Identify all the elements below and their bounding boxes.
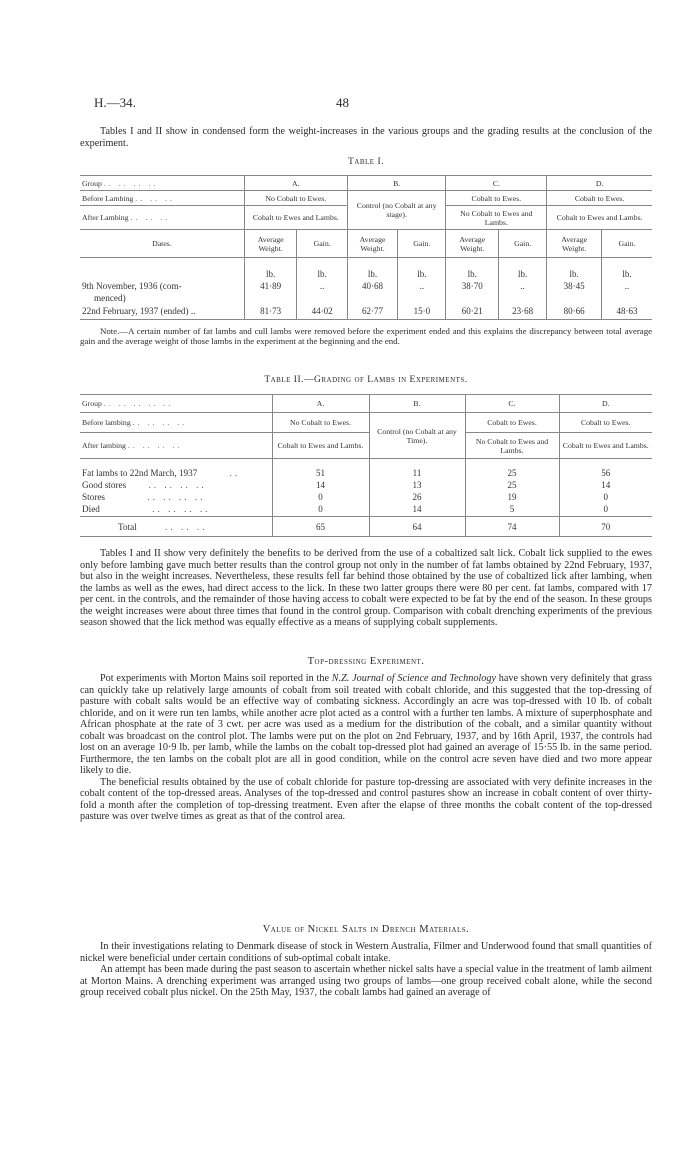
table1-b-gain-head: Gain. xyxy=(398,230,446,258)
table-cell: 5 xyxy=(465,503,559,517)
nickel-paragraph-1: In their investigations relating to Denmark disease of stock in Western Australia, Filmer and Underwood found that small quantities of nickel were beneficial under certain conditions of sub-optimal cobalt intake. xyxy=(80,941,652,964)
table-row xyxy=(80,304,652,320)
table2-c-before: Cobalt to Ewes. xyxy=(465,413,559,433)
table-cell: 40·68 xyxy=(347,280,397,292)
table1-group-c: C. xyxy=(446,176,547,191)
table2-a-before: No Cobalt to Ewes. xyxy=(272,413,369,433)
table-cell: 38·45 xyxy=(547,280,602,292)
results-text: Tables I and II show very definitely the benefits to be derived from the use of a cobaltized salt lick. Cobalt lick supplied to the ewes only before lambing gave much better results than the control group not only in the number of fat lambs obtained by 22nd February, 1937, but also in the weight increases. Nevertheless, these results fell far behind those obtained by the use of cobaltized lick after lambing, when the lambs as well as the ewes, had direct access to the lick. In these two latter groups there were 80 per cent. fat lambs, compared with 17 per cent. in the controls, and the remainder of those having access to cobalt were expected to be fat by the end of the season. In these groups the weight increases were about three times that found in the control group. Comparison with cobalt drenching experiments of the previous season showed that the lick method was equally effective as a means of supplying cobalt supplements. xyxy=(80,548,652,628)
table-cell: .. xyxy=(499,280,547,292)
table-cell: 60·21 xyxy=(446,304,499,320)
table2-row-after xyxy=(80,433,652,459)
section-heading-nickel: Value of Nickel Salts in Drench Materials. xyxy=(262,924,470,935)
nickel-section xyxy=(80,941,652,999)
table1-unit: lb. xyxy=(347,258,397,280)
table1-b-merged: Control (no Cobalt at any stage). xyxy=(347,191,446,230)
table2-c-after: No Cobalt to Ewes and Lambs. xyxy=(465,433,559,459)
table-row xyxy=(80,292,652,304)
table-cell: 64 xyxy=(369,517,465,537)
table1-row-colheads xyxy=(80,230,652,258)
intro-paragraph xyxy=(80,126,652,149)
table1-row-before xyxy=(80,191,652,206)
table2-row-before xyxy=(80,413,652,433)
table1-group-b: B. xyxy=(347,176,446,191)
table1-d-gain-head: Gain. xyxy=(602,230,652,258)
table1-row-units xyxy=(80,258,652,280)
table2-a-after: Cobalt to Ewes and Lambs. xyxy=(272,433,369,459)
table1-caption: Table I. xyxy=(348,157,384,167)
table-cell: 70 xyxy=(559,517,652,537)
table1-unit: lb. xyxy=(446,258,499,280)
table-2 xyxy=(80,394,652,537)
table-cell: .. xyxy=(297,280,347,292)
table1-d-after: Cobalt to Ewes and Lambs. xyxy=(547,206,652,230)
table-cell: 62·77 xyxy=(347,304,397,320)
table-cell: 26 xyxy=(369,491,465,503)
table2-row-label: Died .. .. .. .. xyxy=(82,503,211,514)
table1-d-avg-head: Average Weight. xyxy=(547,230,602,258)
table1-a-avg-head: Average Weight. xyxy=(244,230,297,258)
table2-total-label: Total .. .. .. xyxy=(118,521,208,532)
page-number: 48 xyxy=(336,95,349,110)
table-cell: 0 xyxy=(272,491,369,503)
table1-unit: lb. xyxy=(398,258,446,280)
table1-a-after: Cobalt to Ewes and Lambs. xyxy=(244,206,347,230)
table2-group-b: B. xyxy=(369,395,465,413)
table1-group-a: A. xyxy=(244,176,347,191)
intro-text: Tables I and II show in condensed form the weight-increases in the various groups and the grading results at the conclusion of the experiment. xyxy=(80,126,652,149)
table1-c-before: Cobalt to Ewes. xyxy=(446,191,547,206)
table-cell: 14 xyxy=(559,479,652,491)
table-cell: 44·02 xyxy=(297,304,347,320)
table-cell: 51 xyxy=(272,459,369,479)
table1-date-cont: menced) xyxy=(94,292,126,303)
table-cell: 14 xyxy=(272,479,369,491)
document-reference: H.—34. xyxy=(94,95,136,110)
top-dressing-paragraph-1: Pot experiments with Morton Mains soil reported in the N.Z. Journal of Science and Technology have shown very definitely that grass can quickly take up relatively large amounts of cobalt from soil treated with cobalt chloride, and this suggested that the top-dressing of pasture with cobalt salts would be an effective way of combating sickness. Accordingly an acre was top-dressed with 10 lb. of cobalt chloride, and on it were run ten lambs, while another acre plot acted as a control with a further ten lambs. A mixture of superphosphate and African phosphate at the rate of 3 cwt. per acre was used as a medium for the distribution of the cobalt, and a similar quantity without cobalt was broadcast on the control plot. The lambs were put on the plot on 2nd February, 1937, and by 16th April, 1937, the controls had lost on an average 10·9 lb. per lamb, while the lambs on the cobalt top-dressed plot had gained an average of 15·55 lb. in the same period. Furthermore, the ten lambs on the cobalt plot are all in good condition, while on the control acre seven have died and two more appear likely to die. xyxy=(80,673,652,776)
results-paragraph xyxy=(80,548,652,629)
table-row xyxy=(80,459,652,479)
note-text: Note.—A certain number of fat lambs and cull lambs were removed before the experiment ended and this explains the discrepancy between total average gain and the average weight of those lambs in the experiment at the beginning and the end. xyxy=(80,326,652,346)
table-cell: 0 xyxy=(559,503,652,517)
table1-row-group xyxy=(80,176,652,191)
table2-b-merged: Control (no Cobalt at any Time). xyxy=(369,413,465,459)
table2-group-d: D. xyxy=(559,395,652,413)
table2-row-group xyxy=(80,395,652,413)
table1-c-avg-head: Average Weight. xyxy=(446,230,499,258)
table-cell: 15·0 xyxy=(398,304,446,320)
table1-unit: lb. xyxy=(602,258,652,280)
table2-total-row xyxy=(80,517,652,537)
table-cell: .. xyxy=(602,280,652,292)
table-cell: 74 xyxy=(465,517,559,537)
table-cell: .. xyxy=(398,280,446,292)
table1-unit: lb. xyxy=(297,258,347,280)
table1-a-before: No Cobalt to Ewes. xyxy=(244,191,347,206)
table-cell: 25 xyxy=(465,459,559,479)
table1-b-avg-head: Average Weight. xyxy=(347,230,397,258)
table1-label-after: After Lambing .. .. .. xyxy=(82,213,171,222)
table2-d-after: Cobalt to Ewes and Lambs. xyxy=(559,433,652,459)
table1-c-after: No Cobalt to Ewes and Lambs. xyxy=(446,206,547,230)
table-cell: 48·63 xyxy=(602,304,652,320)
table1-a-gain-head: Gain. xyxy=(297,230,347,258)
top-dressing-section xyxy=(80,673,652,823)
table-row xyxy=(80,503,652,517)
table-cell: 41·89 xyxy=(244,280,297,292)
table-row xyxy=(80,280,652,292)
table2-caption: Table II.—Grading of Lambs in Experiments. xyxy=(264,375,468,385)
table1-date: 9th November, 1936 (com- xyxy=(82,280,182,291)
table2-row-label: Fat lambs to 22nd March, 1937 .. xyxy=(82,467,241,478)
journal-title: N.Z. Journal of Science and Technology xyxy=(331,673,496,684)
section-heading-top-dressing: Top-dressing Experiment. xyxy=(307,656,425,667)
table-cell: 13 xyxy=(369,479,465,491)
nickel-paragraph-2: An attempt has been made during the past season to ascertain whether nickel salts have a special value in the treatment of lamb ailment at Morton Mains. A drenching experiment was arranged using two groups of lambs—one group received cobalt alone, while the second group received cobalt plus nickel. On the 25th May, 1937, the cobalt lambs had gained an average of xyxy=(80,964,652,998)
table-cell: 56 xyxy=(559,459,652,479)
table-1 xyxy=(80,175,652,320)
table2-row-label: Stores .. .. .. .. xyxy=(82,491,206,502)
table1-label-before: Before Lambing .. .. .. xyxy=(82,193,175,203)
table-cell: 23·68 xyxy=(499,304,547,320)
table2-row-label: Good stores .. .. .. .. xyxy=(82,479,207,490)
table1-note xyxy=(80,326,652,346)
table1-date: 22nd February, 1937 (ended) .. xyxy=(82,306,196,317)
table2-group-c: C. xyxy=(465,395,559,413)
table-row xyxy=(80,479,652,491)
table-cell: 65 xyxy=(272,517,369,537)
table-row xyxy=(80,491,652,503)
table-cell: 0 xyxy=(272,503,369,517)
table-cell: 25 xyxy=(465,479,559,491)
table-cell: 11 xyxy=(369,459,465,479)
table1-label-dates: Dates. xyxy=(152,239,172,248)
table1-unit: lb. xyxy=(547,258,602,280)
table2-group-a: A. xyxy=(272,395,369,413)
table-cell: 38·70 xyxy=(446,280,499,292)
table2-label-after: After lambing .. .. .. .. xyxy=(82,441,183,450)
table1-label-group: Group .. .. .. .. xyxy=(82,178,159,188)
table-cell: 81·73 xyxy=(244,304,297,320)
table2-d-before: Cobalt to Ewes. xyxy=(559,413,652,433)
table1-unit: lb. xyxy=(499,258,547,280)
table-cell: 80·66 xyxy=(547,304,602,320)
table2-label-group: Group .. .. .. .. .. xyxy=(82,399,174,408)
table1-d-before: Cobalt to Ewes. xyxy=(547,191,652,206)
table-cell: 14 xyxy=(369,503,465,517)
table2-label-before: Before lambing .. .. .. .. xyxy=(82,418,188,427)
table1-unit: lb. xyxy=(244,258,297,280)
table-cell: 0 xyxy=(559,491,652,503)
table-cell: 19 xyxy=(465,491,559,503)
table1-group-d: D. xyxy=(547,176,652,191)
top-dressing-paragraph-2: The beneficial results obtained by the use of cobalt chloride for pasture top-dressing are associated with very definite increases in the cobalt content of the top-dressed areas. Analyses of the top-dressed and control pastures show an increase in cobalt content of over thirty-fold a month after the completion of top-dressing treatment. Even after the elapse of three months the cobalt content of the top-dressed pasture was over twelve times as great as that of the control area. xyxy=(80,776,652,822)
table1-c-gain-head: Gain. xyxy=(499,230,547,258)
